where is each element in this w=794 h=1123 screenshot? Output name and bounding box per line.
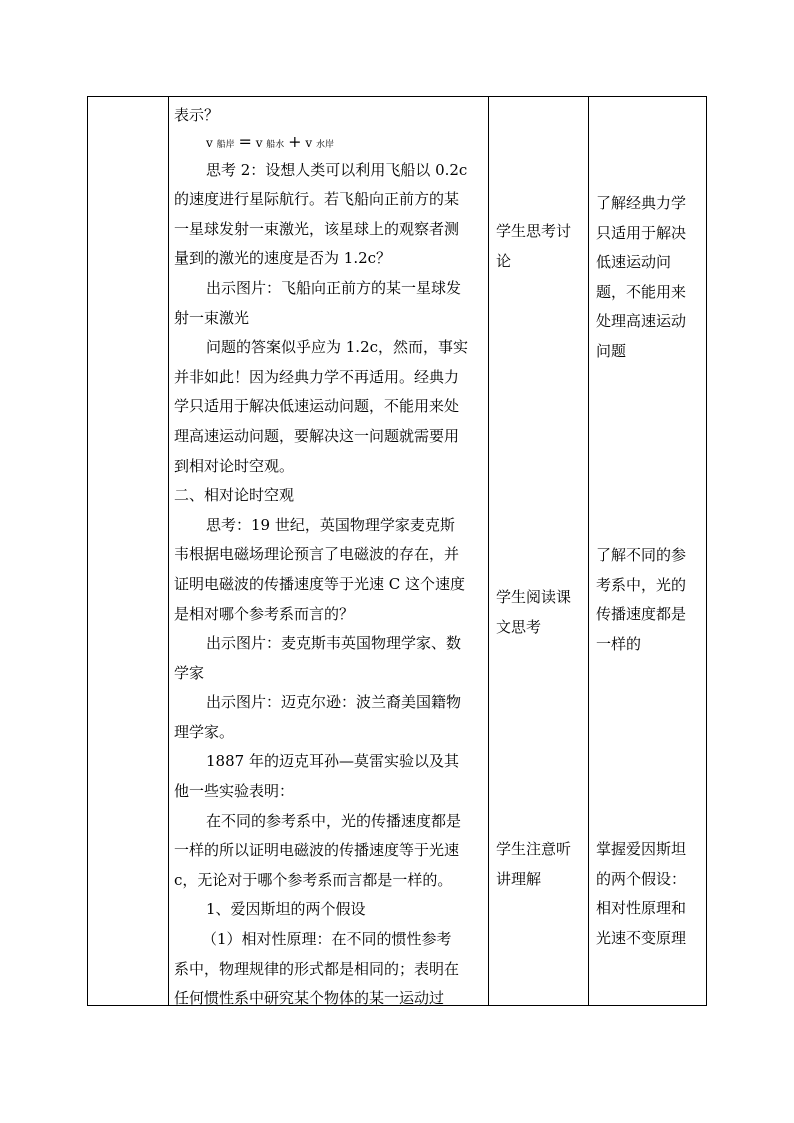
column-divider — [588, 97, 589, 1005]
student-activity-3 — [496, 835, 586, 894]
content-line: 学家 — [174, 663, 205, 682]
goal-line: 只适用于解决 — [596, 223, 687, 242]
content-line: 射一束激光 — [174, 308, 250, 327]
activity-line: 讲理解 — [496, 869, 542, 888]
content-line: 韦根据电磁场理论预言了电磁波的存在，并 — [174, 545, 460, 564]
goal-line: 低速运动问 — [596, 253, 672, 272]
content-line: 理学家。 — [174, 722, 235, 741]
content-line: 量到的激光的速度是否为 1.2c？ — [174, 249, 392, 268]
goal-line: 传播速度都是 — [596, 605, 687, 624]
goal-line: 相对性原理和 — [596, 899, 687, 918]
activity-line: 学生阅读课 — [496, 588, 572, 606]
content-line: 任何惯性系中研究某个物体的某一运动过 — [174, 989, 445, 1008]
column-divider — [488, 97, 489, 1005]
teaching-content-cell — [174, 101, 486, 1014]
content-line: 学只适用于解决低速运动问题，不能用来处 — [174, 397, 460, 416]
velocity-formula — [174, 131, 486, 156]
formula-subscript: 水岸 — [315, 139, 334, 150]
content-line: （1）相对性原理：在不同的惯性参考 — [202, 930, 452, 949]
formula-subscript: 船岸 — [216, 139, 235, 150]
goal-line: 了解不同的参 — [596, 546, 687, 564]
goal-line: 的两个假设： — [596, 869, 687, 888]
lesson-table — [87, 96, 707, 1006]
goal-1 — [596, 189, 706, 367]
formula-var: v — [255, 135, 263, 150]
content-line: 出示图片：麦克斯韦英国物理学家、数 — [206, 634, 462, 653]
content-line: 的速度进行星际航行。若飞船向正前方的某 — [174, 190, 460, 209]
content-line: 思考：19 世纪，英国物理学家麦克斯 — [206, 515, 455, 534]
student-activity-2 — [496, 583, 586, 642]
activity-line: 论 — [496, 251, 512, 270]
content-line: 在不同的参考系中，光的传播速度都是 — [206, 811, 462, 830]
content-line: 思考 2：设想人类可以利用飞船以 0.2c — [206, 160, 468, 179]
content-line: 证明电磁波的传播速度等于光速 C 这个速度 — [174, 574, 466, 593]
content-line: 到相对论时空观。 — [174, 456, 295, 475]
formula-operator: + — [288, 131, 302, 151]
goal-line: 考系中，光的 — [596, 575, 687, 594]
goal-2 — [596, 541, 706, 659]
content-line: 是相对哪个参考系而言的？ — [174, 604, 355, 623]
goal-line: 题，不能用来 — [596, 282, 687, 301]
activity-line: 文思考 — [496, 617, 542, 636]
section-heading: 二、相对论时空观 — [174, 486, 295, 505]
goal-line: 光速不变原理 — [596, 928, 687, 947]
content-line: 一样的所以证明电磁波的传播速度等于光速 — [174, 841, 460, 860]
content-line: 问题的答案似乎应为 1.2c，然而，事实 — [206, 338, 469, 357]
blank-column — [88, 97, 168, 1005]
formula-subscript: 船水 — [266, 139, 285, 150]
goal-line: 处理高速运动 — [596, 312, 687, 331]
content-line: c，无论对于哪个参考系而言都是一样的。 — [174, 870, 453, 889]
formula-var: v — [305, 135, 313, 150]
content-line: 出示图片：迈克尔逊：波兰裔美国籍物 — [206, 693, 462, 712]
activity-line: 学生思考讨 — [496, 222, 572, 240]
goal-line: 了解经典力学 — [596, 194, 687, 212]
content-line: 他一些实验表明： — [174, 782, 295, 801]
content-line: 理高速运动问题，要解决这一问题就需要用 — [174, 426, 460, 445]
content-line: 系中，物理规律的形式都是相同的；表明在 — [174, 959, 460, 978]
goal-3 — [596, 835, 706, 953]
goal-line: 掌握爱因斯坦 — [596, 840, 687, 858]
activity-line: 学生注意听 — [496, 840, 572, 858]
formula-var: v — [206, 135, 213, 150]
content-line: 1887 年的迈克耳孙—莫雷实验以及其 — [206, 752, 459, 771]
content-line: 出示图片：飞船向正前方的某一星球发 — [206, 278, 462, 297]
content-line: 并非如此！因为经典力学不再适用。经典力 — [174, 367, 460, 386]
column-divider — [168, 97, 169, 1005]
formula-operator: = — [238, 131, 252, 151]
content-line: 表示？ — [174, 106, 220, 124]
goal-line: 问题 — [596, 341, 627, 360]
subsection-heading: 1、爱因斯坦的两个假设 — [206, 900, 366, 919]
goal-line: 一样的 — [596, 634, 642, 653]
student-activity-1 — [496, 217, 586, 276]
content-line: 一星球发射一束激光，该星球上的观察者测 — [174, 219, 460, 238]
